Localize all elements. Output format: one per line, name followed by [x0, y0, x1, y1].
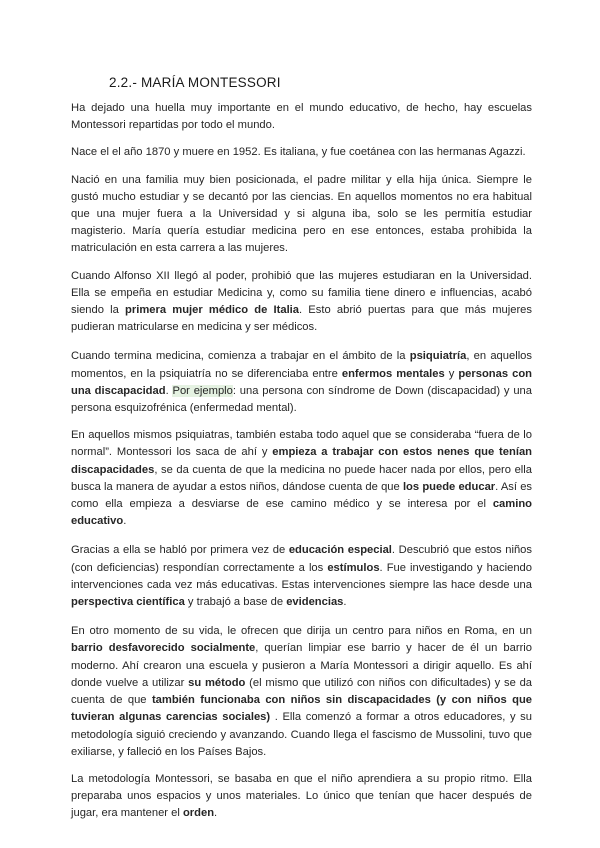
text-span: y trabajó a base de: [184, 596, 287, 609]
paragraph-8: [71, 623, 532, 761]
text-span: . Descubrió que estos niños (con deficiencias) respondían correctamente a los: [71, 544, 532, 574]
paragraph-9: [71, 771, 532, 823]
text-span: .: [214, 807, 218, 820]
text-span: . Ella comenzó a formar a otros educadores, y su metodología siguió creciendo y avanzando. Cuando llega el fascismo de Mussolini, tuvo que exiliarse, y falleció en los Países Bajos.: [71, 711, 532, 758]
text-span: , querían limpiar ese barrio y hacer de él un barrio moderno. Ahí crearon una escuela y pusieron a María Montessori a dirigir aquello. Es ahí donde vuelve a utilizar: [71, 642, 532, 689]
paragraph-5: [71, 348, 532, 417]
bold-phrase: empieza a trabajar con estos nenes que tenían discapacidades: [71, 446, 533, 476]
bold-phrase: educación especial: [288, 544, 392, 557]
bold-phrase: camino educativo: [71, 498, 532, 528]
paragraph-3: Nació en una familia muy bien posicionada, el padre militar y ella hija única. Siempre le gustó mucho estudiar y se decantó por las ciencias. En aquellos momentos no era habitual que una mujer fuera a la Universidad y si alguna iba, solo se les permitía estudiar magisterio. María quería estudiar medicina pero en ese entonces, estaba prohibida la matriculación en esta carrera a las mujeres.: [71, 173, 532, 255]
text-span: La metodología Montessori, se basaba en que el niño aprendiera a su propio ritmo. Ella preparaba unos espacios y unos materiales. Lo único que tenían que hacer después de jugar, era mantener el: [71, 772, 532, 820]
text-span: Gracias a ella se habló por primera vez de: [71, 544, 289, 557]
text-span: , se da cuenta de que la medicina no puede hacer nada por ellos, pero ella busca la manera de ayudar a estos niños, dándose cuenta de que: [71, 463, 532, 493]
text-span: . Fue investigando y haciendo intervenciones cada vez más educativas. Estas intervenciones siempre las hace desde una: [71, 561, 532, 591]
paragraph-7: [71, 542, 532, 611]
bold-phrase: también funcionaba con niños sin discapacidades (y con niños que tuvieran algunas carencias sociales): [71, 694, 533, 724]
text-span: (el mismo que utilizó con niños con dificultades) y se da cuenta de que: [71, 676, 533, 707]
text-span: . Así es como ella empieza a desviarse de ese camino médico y se interesa por el: [71, 480, 533, 511]
paragraph-1: Ha dejado una huella muy importante en el mundo educativo, de hecho, hay escuelas Montessori repartidas por todo el mundo.: [71, 102, 532, 132]
text-span: .: [123, 515, 127, 528]
text-span: Cuando Alfonso XII llegó al poder, prohibió que las mujeres estudiaran en la Universidad. Ella se empeña en estudiar Medicina y, como su familia tiene dinero e influencias, acabó siendo la: [71, 269, 532, 317]
text-span: .: [343, 596, 347, 609]
bold-phrase: evidencias: [286, 596, 344, 609]
bold-phrase: estímulos: [327, 561, 380, 574]
section-heading: 2.2.- MARÍA MONTESSORI: [109, 75, 281, 90]
text-span: y: [444, 367, 459, 380]
paragraph-2: Nace el el año 1870 y muere en 1952. Es italiana, y fue coetánea con las hermanas Agazzi.: [71, 146, 526, 159]
bold-phrase: barrio desfavorecido socialmente: [71, 642, 256, 655]
bold-phrase: perspectiva científica: [71, 596, 185, 609]
text-span: .: [165, 384, 173, 397]
text-span: En otro momento de su vida, le ofrecen que dirija un centro para niños en Roma, en un: [71, 625, 532, 638]
bold-phrase: personas con una discapacidad: [71, 367, 532, 397]
highlighted-phrase: Por ejemplo: [172, 384, 233, 397]
bold-phrase: psiquiatría: [409, 350, 467, 363]
bold-phrase: su método: [188, 676, 246, 689]
text-span: . Esto abrió puertas para que más mujeres pudieran matricularse en medicina y ser médicos.: [71, 304, 532, 334]
text-span: En aquellos mismos psiquiatras, también estaba todo aquel que se consideraba “fuera de lo normal”. Montessori los saca de ahí y: [71, 429, 532, 459]
bold-phrase: primera mujer médico de Italia: [125, 304, 300, 317]
paragraph-6: [71, 427, 532, 530]
bold-phrase: los puede educar: [402, 480, 496, 493]
bold-phrase: orden: [182, 807, 215, 820]
text-span: Cuando termina medicina, comienza a trabajar en el ámbito de la: [71, 350, 410, 363]
bold-phrase: enfermos mentales: [341, 367, 445, 380]
paragraph-4: [71, 268, 532, 337]
text-span: , en aquellos momentos, en la psiquiatría no se diferenciaba entre: [71, 350, 532, 380]
text-span: : una persona con síndrome de Down (discapacidad) y una persona esquizofrénica (enfermedad mental).: [71, 384, 532, 415]
